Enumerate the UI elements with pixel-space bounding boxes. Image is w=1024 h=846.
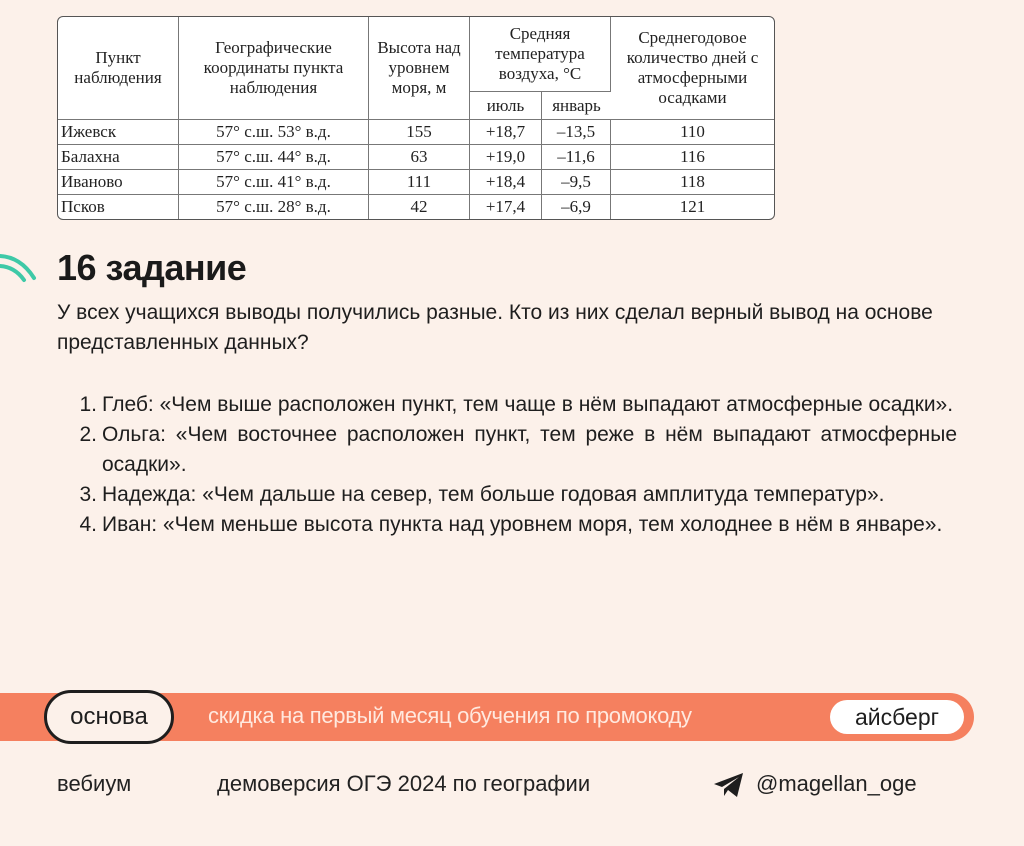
cell-days: 110: [611, 120, 774, 145]
answer-number: 1.: [79, 393, 97, 416]
table-row: [58, 120, 774, 145]
telegram-handle[interactable]: @magellan_oge: [756, 771, 917, 796]
header-point: Пункт наблюдения: [58, 17, 179, 120]
cell-coords: 57° с.ш. 53° в.д.: [179, 120, 369, 145]
brand-logo: основа: [44, 690, 174, 744]
cell-height: 111: [369, 170, 470, 195]
answer-number: 3.: [79, 483, 97, 506]
cell-july: +18,4: [470, 170, 542, 195]
cell-name: Иваново: [58, 170, 179, 195]
cell-january: –13,5: [542, 120, 611, 145]
header-temperature: Средняя температура воздуха, °С: [470, 17, 611, 92]
list-item: [57, 480, 957, 510]
footer-title: демоверсия ОГЭ 2024 по географии: [217, 771, 591, 796]
cell-name: Ижевск: [58, 120, 179, 145]
answer-text: Глеб: «Чем выше расположен пункт, тем чаще в нём выпадают атмосферные осадки».: [102, 393, 954, 416]
cell-january: –6,9: [542, 195, 611, 219]
list-item: [57, 510, 957, 540]
table-row: [58, 195, 774, 219]
task-question: У всех учащихся выводы получились разные. Кто из них сделал верный вывод на основе представленных данных?: [57, 301, 933, 354]
cell-january: –9,5: [542, 170, 611, 195]
list-item: [57, 390, 957, 420]
cell-coords: 57° с.ш. 41° в.д.: [179, 170, 369, 195]
list-item: [57, 420, 957, 480]
header-precipitation: Среднегодовое количество дней с атмосферными осадками: [611, 17, 774, 120]
wave-icon: [0, 246, 40, 292]
answer-text: Иван: «Чем меньше высота пункта над уровнем моря, тем холоднее в нём в январе».: [102, 513, 943, 536]
footer-brand: вебиум: [57, 771, 132, 796]
answer-text: Ольга: «Чем восточнее расположен пункт, тем реже в нём выпадают атмосферные осадки».: [102, 423, 957, 476]
cell-name: Балахна: [58, 145, 179, 170]
table-row: [58, 170, 774, 195]
cell-height: 42: [369, 195, 470, 219]
cell-days: 121: [679, 197, 706, 216]
table-row: [58, 145, 774, 170]
answer-number: 2.: [79, 423, 97, 446]
promo-code-badge: айсберг: [830, 700, 964, 734]
telegram-icon: [712, 771, 746, 799]
cell-days: 118: [611, 170, 774, 195]
header-july: июль: [470, 92, 542, 120]
cell-days: 116: [611, 145, 774, 170]
cell-name: Псков: [58, 195, 179, 219]
cell-july: +18,7: [470, 120, 542, 145]
weather-table: [57, 16, 775, 220]
cell-july: +19,0: [470, 145, 542, 170]
cell-coords: 57° с.ш. 44° в.д.: [179, 145, 369, 170]
promo-text: скидка на первый месяц обучения по промокоду: [208, 703, 692, 728]
header-january: январь: [542, 92, 611, 120]
cell-january: –11,6: [542, 145, 611, 170]
answer-text: Надежда: «Чем дальше на север, тем больше годовая амплитуда температур».: [102, 483, 885, 506]
cell-height: 155: [369, 120, 470, 145]
answer-list: [57, 390, 957, 540]
header-coords: Географические координаты пункта наблюдения: [179, 17, 369, 120]
answer-number: 4.: [79, 513, 97, 536]
header-height: Высота над уровнем моря, м: [369, 17, 470, 120]
cell-coords: 57° с.ш. 28° в.д.: [179, 195, 369, 219]
task-title: 16 задание: [57, 247, 247, 288]
cell-height: 63: [369, 145, 470, 170]
cell-july: +17,4: [470, 195, 542, 219]
